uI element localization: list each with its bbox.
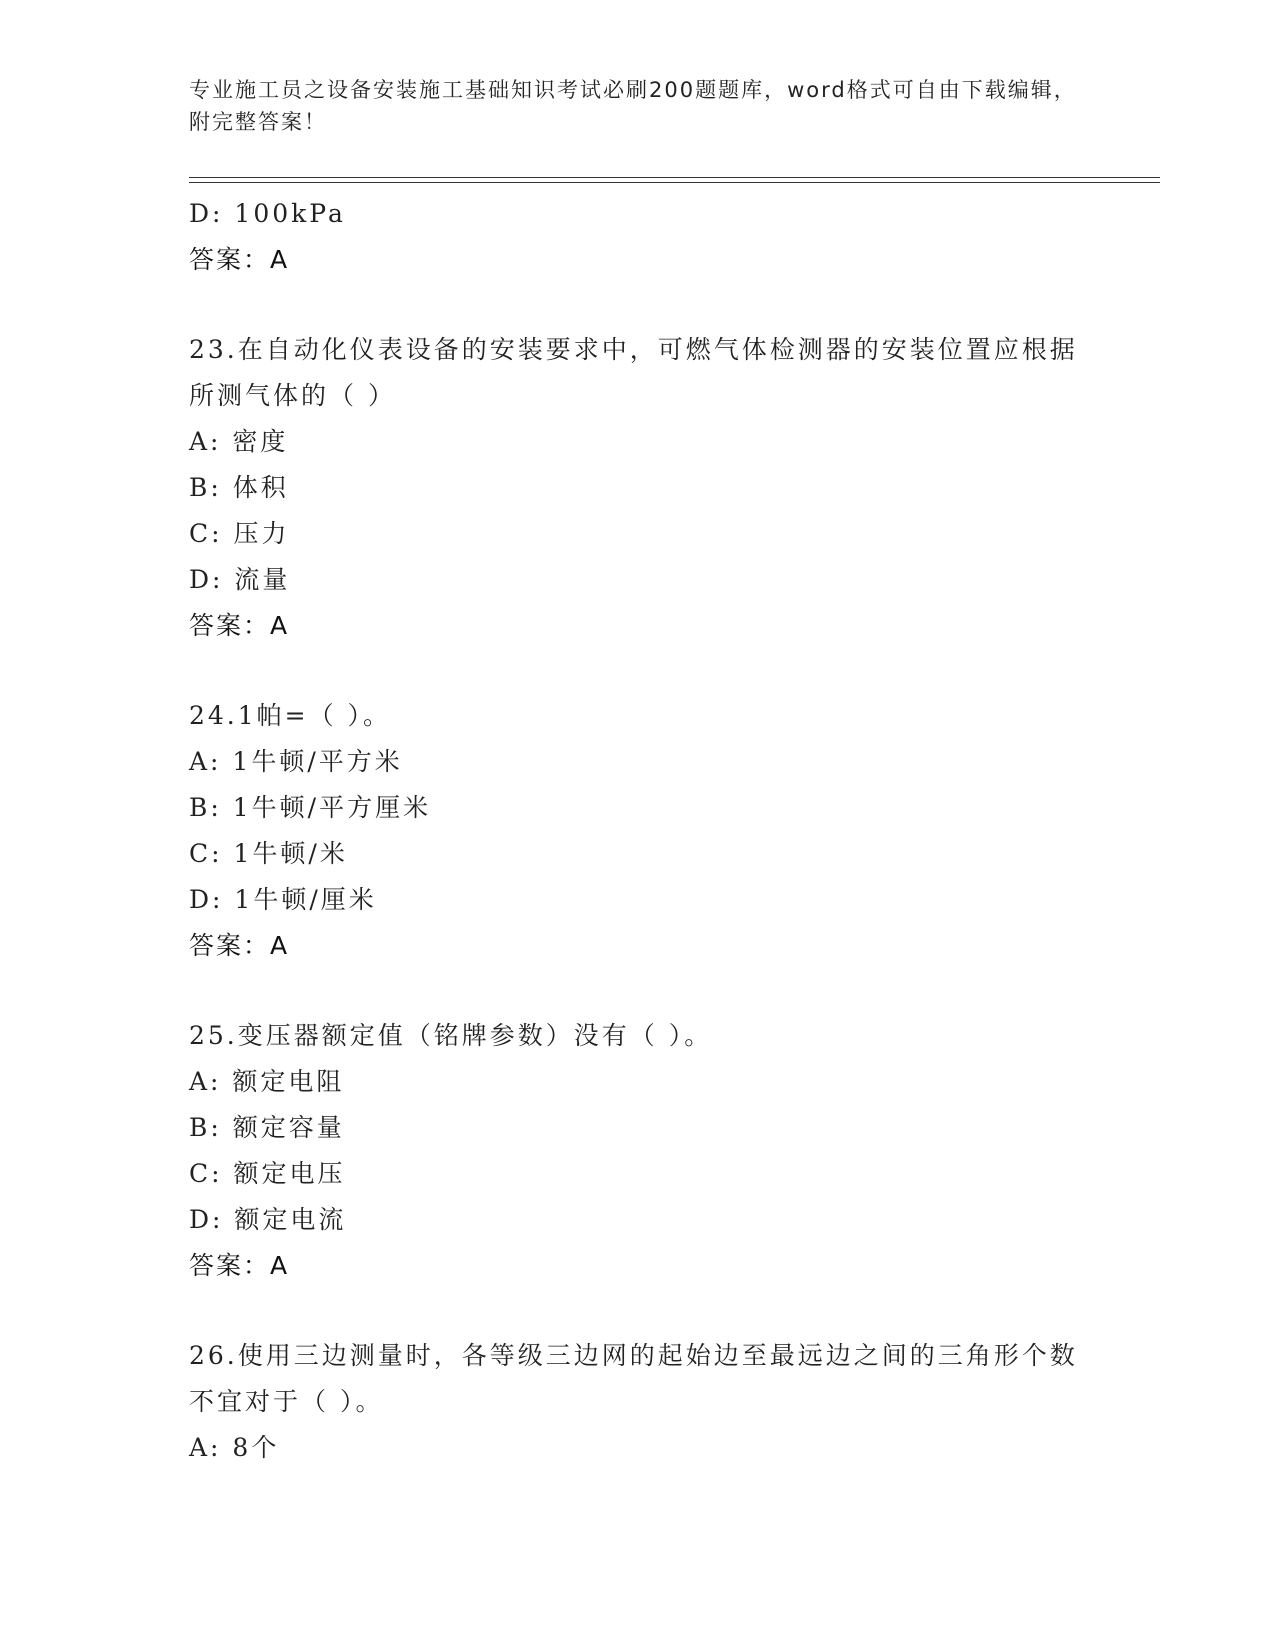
option-a: A: 额定电阻 (189, 1067, 345, 1096)
question-25 (189, 1013, 1089, 1289)
option-c: C: 压力 (189, 519, 290, 548)
question-text: 23.在自动化仪表设备的安装要求中，可燃气体检测器的安装位置应根据所测气体的（ ） (189, 335, 1078, 410)
option-b: B: 1牛顿/平方厘米 (189, 793, 432, 822)
question-text: 25.变压器额定值（铭牌参数）没有（ ）。 (189, 1021, 713, 1050)
header-divider-top (189, 177, 1160, 178)
question-text: 26.使用三边测量时，各等级三边网的起始边至最远边之间的三角形个数不宜对于（ ）。 (189, 1341, 1078, 1416)
answer-line: 答案：A (189, 245, 290, 274)
question-24 (189, 693, 1089, 969)
option-c: C: 额定电压 (189, 1159, 346, 1188)
option-d: D: 流量 (189, 565, 291, 594)
option-b: B: 额定容量 (189, 1113, 345, 1142)
document-header: 专业施工员之设备安装施工基础知识考试必刷200题题库，word格式可自由下载编辑，附完整答案！ (189, 78, 1077, 134)
question-26 (189, 1333, 1089, 1471)
answer-line: 答案：A (189, 931, 290, 960)
answer-line: 答案：A (189, 1251, 290, 1280)
option-a: A: 密度 (189, 427, 289, 456)
question-text: 24.1帕=（ ）。 (189, 701, 392, 730)
option-b: B: 体积 (189, 473, 289, 502)
question-list (189, 191, 1089, 1471)
option-d: D: 100kPa (189, 199, 346, 228)
answer-line: 答案：A (189, 611, 290, 640)
option-d: D: 额定电流 (189, 1205, 347, 1234)
option-a: A: 1牛顿/平方米 (189, 747, 403, 776)
question-23 (189, 327, 1089, 649)
header-divider-bottom (189, 182, 1160, 183)
option-a: A: 8个 (189, 1433, 280, 1462)
option-c: C: 1牛顿/米 (189, 839, 348, 868)
option-d: D: 1牛顿/厘米 (189, 885, 377, 914)
